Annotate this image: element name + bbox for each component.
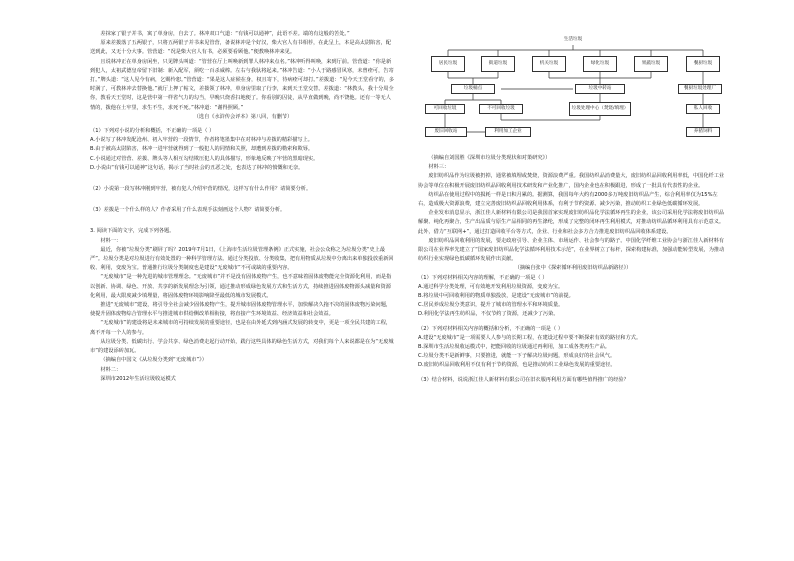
- waste-flow-diagram: [423, 32, 723, 152]
- question-3: （3）结合材料，说说浙江佳人新材料有限公司在旧衣服再利用方面有哪些值得推广的经验？: [418, 376, 629, 383]
- right-column: [418, 30, 728, 385]
- option-b: B.将垃圾中可回收利用的物质单独投放，是建设“无废城市”的前提。: [418, 293, 574, 300]
- question-1-title: （1）下列对材料相关内容的理解，不正确的一项是（ ）: [418, 274, 548, 281]
- option-b: B.由于被高太尉陷害，林冲一进牢营就得到了一般犯人的同情和关照，却遭到差拨的勒索和欺辱。: [90, 146, 314, 153]
- diagram-kitchen-plant-box: 餐厨垃圾处理厂: [678, 84, 722, 94]
- option-c: C.居民养成垃圾分类意识，提升了城市的管理水平和环境质量。: [418, 302, 564, 309]
- option-c: C.垃圾分类不是新鲜事，只要推进，就能一下子解决垃圾问题，形成良好的社会风气。: [418, 353, 616, 360]
- diagram-pig-feed-box: 养猪饲料: [686, 127, 720, 137]
- diagram-recycle-station-box: 废旧回收站: [425, 127, 467, 137]
- diagram-recyclable-box: 可回收垃圾: [425, 104, 465, 114]
- question-2: （2）小说第一段写林冲刚到牢营，被有犯人介绍牢营的情况，这样写有什么作用？请简要分析。: [90, 186, 312, 193]
- material-source: （摘编自中国文《从垃圾分类到“无废城市”》）: [100, 357, 207, 364]
- material-2-subtitle: 深圳市2012年生活垃圾收运模式: [100, 375, 176, 382]
- question-1-title: （1）下列对小说的分析和概括，不正确的一项是（ ）: [90, 128, 215, 135]
- story-paragraph: 原来差拨落了五两银子，只将五两银子并书来见管营，备说林冲是个好汉，柴大官人有书相荐，在此呈上，本是高太尉陷害，配送到此，又无十分大事。管营道：“况是柴大官人有书，必须要看顾他。”便教唤林冲来见。: [90, 40, 391, 56]
- material-paragraph: 纺织品在使用过程中的损耗一样是日积月累的。据测算，我国每年大约有2000多万吨废旧纺织品产生，综合利用率仅为15%左右，造成极大资源浪费，建立完善废旧纺织品回收利用体系，有利于节约资源、减少污染，推动纺织工业绿色低碳循环发展。: [418, 191, 718, 208]
- story-paragraph: 差抹家了银子并书，寓了单身房，自去了。林冲双口气道：“有钱可以通神”，此语不差。端的有这般的苦处。”: [100, 31, 350, 37]
- material-paragraph: 企业发布消息显示，浙江佳人新材料有限公司是我国首家实现废旧纺织品化学法循环再生的企业，该公司采用化学法将废旧纺织品解聚、纯化再聚合，生产出品质与原生产品相同的再生涤纶，形成了完整的闭环再生利用模式，对推动纺织品循环利用具有示范意义。此外，借力“互联网+”，通过打造回收平台等方式，企业、行业和社会多方合力推进废旧纺织品回收体系建设。: [418, 210, 725, 235]
- option-b: B.深圳市生活垃圾收运模式中，把能回收的垃圾通过再利用，加工成各类再生产品。: [418, 344, 610, 351]
- material-paragraph: 推进“无废城市”建设，将引导全社会减少固体废物产生，提升城市固体废物管理水平，加快解决久拖不决的固体废物污染问题，使提升固体废物综合管理水平与推进城市供给侧改革相衔接，将直接产生环境效益、经济效益和社会效益。: [90, 302, 392, 318]
- diagram-source-box: 居民垃圾: [431, 56, 465, 72]
- question-3: （3）差拨是一个什么样的人？作者采用了什么表现手法刻画这个人物？请简要分析。: [90, 207, 286, 214]
- option-c: C.小说通过对管营、差拨、牌头等人相互勾结欺压犯人的具体描写，形象地反映了牢营的黑暗现实。: [90, 155, 319, 162]
- diagram-nonrecyclable-box: 不可回收垃圾: [479, 104, 523, 114]
- diagram-source-box: 绿化垃圾: [583, 56, 617, 72]
- material-source: （摘编自张中《探索循环利用废旧纺织品新路径》）: [514, 265, 632, 272]
- material-2-title: 材料二：: [100, 366, 122, 373]
- option-d: D.废旧纺织品回收利用不仅有利于节约资源，也是推动纺织工业绿色发展的重要途径。: [418, 362, 616, 369]
- diagram-source-box: 街道垃圾: [481, 56, 515, 72]
- story-source: （选自《水浒传会评本》第八回，有删节）: [193, 113, 293, 120]
- diagram-top: 生活垃圾: [551, 35, 595, 45]
- question-2-title: （2）下列对材料相关内容的概括和分析，不正确的一项是（ ）: [418, 325, 564, 332]
- diagram-source-box: 果蔬垃圾: [634, 56, 668, 72]
- section-3-heading: 3. 阅读下面的文字，完成下列各题。: [90, 228, 175, 235]
- diagram-private-recycling-box: 私人回收: [686, 104, 720, 114]
- diagram-source-box: 餐厨垃圾: [686, 56, 720, 72]
- diagram-processing-box: 利用加工企业: [485, 127, 531, 137]
- option-a: A.小说写了林冲发配沧州、初入牢营的一段情节，作者将笔墨集中在对林冲与差拨的精彩描写上。: [90, 137, 313, 144]
- left-column: [90, 30, 396, 384]
- material-paragraph: 废旧纺织品作为垃圾被扔掉，通常被填埋或焚烧，资源浪费严重。我国纺织品消费量大，废旧纺织品回收利用率低，中国化纤工业协会等单位在积极开展废旧纺织品回收利用技术研发和产业化推广，国内企业也在积极跟进，形成了一批具有代表性的企业。: [418, 173, 725, 189]
- option-d: D.小说由“有钱可以通神”这句话，揭示了当时社会的丑恶之处，也表达了林冲的愤慨和无奈。: [90, 164, 304, 171]
- diagram-transfer-box: 垃圾中转站: [575, 84, 625, 94]
- material-paragraph: “无废城市”的建设将是未来城市的可持续发展的重要途径，也是在由外延式到内涵式发展的转变中，更是一项全民共建的工程，离不开每一个人的参与。: [90, 320, 392, 336]
- material-paragraph: 废旧纺织品回收利用的发展，要走政府引导、企业主体、市场运作、社会参与的路子。中国化学纤维工业协会与浙江佳人新材料有限公司在业界率先建立了“国家废旧纺织品化学法循环利用技术示范”，在业界树立了标杆，探索构建标准，加强动能转型发展，为推动纺织行业实现绿色低碳循环发展作出贡献。: [418, 237, 725, 263]
- option-d: D.利用化学法再生纺织品，不仅节约了资源，还减少了污染。: [418, 311, 559, 318]
- diagram-collect-box: 垃圾桶点: [451, 84, 495, 94]
- material-1-title: 材料一：: [100, 237, 122, 244]
- diagram-caption: （摘编自刘国胜《深圳市垃圾分类现状和对策研究》）: [428, 155, 551, 161]
- option-a: A.通过科学分类处理，可有效地开发利用垃圾资源，变废为宝。: [418, 283, 564, 290]
- diagram-treatment-center-box: 垃圾处理中心（焚烧/填埋）: [569, 102, 631, 116]
- story-paragraph: 且说林冲正在单身房闲坐，只见牌头叫道：“管营在厅上叫唤新到罪人林冲来点名。”林冲听得叫唤，来到厅前。管营道：“你是新到犯人，太祖武德皇帝留下旧制：新入配军，须吃一百杀威棒。左右与我驮将起来。”林冲告道：“小人于路感冒风寒，未曾痊可，告寄打。”牌头道：“这人见今有病，乞赐怜恕。”管营道：“果是这人症候在身，权且寄下，待病痊可却打。”差拨道：“见今天王堂看守的，多时满了，可教林冲去替换他。”就厅上押了帖文，差拨领了林冲，单身房里取了行李，来到天王堂交替。差拨道：“林教头，我十分周全你，教看天王堂时，这是营中第一样省气力的勾当，早晚只烧香扫地便了。你看别的囚徒，从早直做到晚，尚不饶他。还有一等无人情的，拨他在土牢里，求生不生，求死不死。”林冲道：“谢得照顾。”: [90, 58, 395, 111]
- material-paragraph: “无废城市”是一种先进的城市管理理念。“无废城市”并不是没有固体废物产生，也不意味着固体废物能完全资源化利用，而是指以创新、协调、绿色、开放、共享的新发展理念为引领，通过推动形成绿色发展方式和生活方式，持续推进固体废物源头减量和资源化利用，最大限度减少填埋量，将固体废物环境影响降至最低的城市发展模式。: [90, 274, 392, 299]
- material-paragraph: 从垃圾分类、低碳出行、学会共享、绿色消费走起行动开始，践行这些具体的绿色生活方式，对我们每个人来说都是在为“无废城市”的建设添砖加瓦。: [90, 338, 394, 355]
- diagram-source-box: 机关垃圾: [532, 56, 566, 72]
- material-3-title: 材料三：: [428, 164, 450, 171]
- material-paragraph: 最近，你被“垃圾分类”刷屏了吗？2019年7月1日，《上海市生活垃圾管理条例》正式实施，社会公众称之为垃圾分类“史上最严”。垃圾分类是对垃圾进行有效处置的一种科学管理方法。通过分类投放、分类收集，把有用物质从垃圾中分离出来单独投放重新回收、利用，变废为宝。普通推行垃圾分类制度也是建设“无废城市”不可或缺的重要内容。: [90, 246, 394, 272]
- option-a: A.建设“无废城市”是一项需要人人参与的长期工程，在建设过程中要不断探索有效的路径和方式。: [418, 334, 642, 341]
